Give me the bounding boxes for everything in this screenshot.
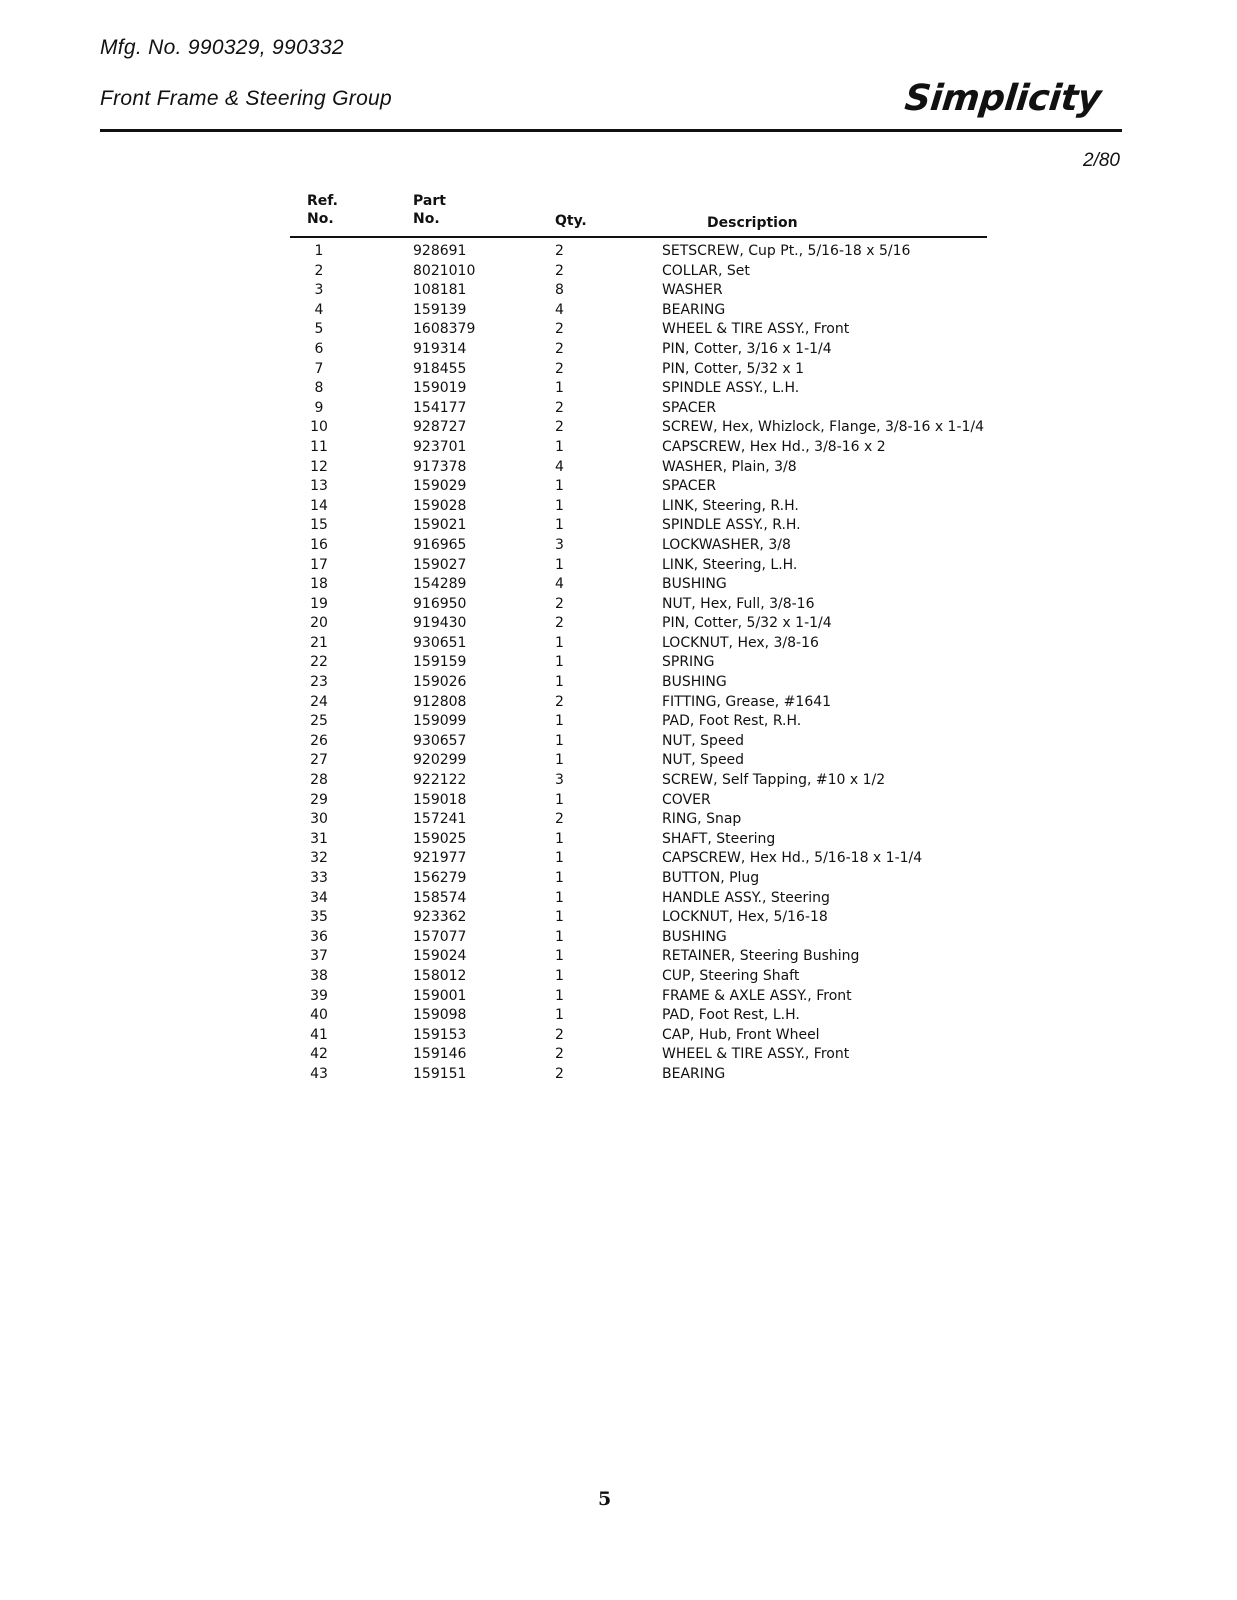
description-cell: COVER: [662, 791, 711, 808]
table-row: [290, 928, 1020, 948]
page-number: 5: [598, 1488, 612, 1510]
qty-cell: 1: [555, 380, 564, 397]
qty-cell: 1: [555, 850, 564, 867]
table-row: [290, 379, 1020, 399]
qty-cell: 1: [555, 713, 564, 730]
qty-cell: 1: [555, 967, 564, 984]
table-row: [290, 634, 1020, 654]
ref-cell: 40: [310, 1007, 328, 1024]
ref-cell: 6: [314, 340, 324, 357]
qty-cell: 1: [555, 948, 564, 965]
header-part-line1: Part: [413, 193, 446, 209]
description-cell: CAPSCREW, Hex Hd., 5/16-18 x 1-1/4: [662, 850, 923, 867]
table-row: [290, 301, 1020, 321]
description-cell: LINK, Steering, R.H.: [662, 497, 799, 514]
description-cell: RETAINER, Steering Bushing: [662, 948, 860, 965]
qty-cell: 2: [555, 615, 564, 632]
description-cell: LOCKNUT, Hex, 3/8-16: [662, 634, 819, 651]
part-number-cell: 157241: [413, 811, 467, 828]
qty-cell: 2: [555, 1065, 564, 1082]
qty-cell: 2: [555, 1046, 564, 1063]
qty-cell: 1: [555, 654, 564, 671]
ref-cell: 12: [310, 458, 328, 475]
table-row: [290, 536, 1020, 556]
table-row: [290, 849, 1020, 869]
part-number-cell: 8021010: [413, 262, 476, 279]
ref-cell: 22: [310, 654, 328, 671]
part-number-cell: 159018: [413, 791, 467, 808]
qty-cell: 1: [555, 928, 564, 945]
description-cell: FRAME & AXLE ASSY., Front: [662, 987, 852, 1004]
ref-cell: 33: [310, 870, 328, 886]
ref-cell: 16: [310, 536, 328, 553]
table-row: [290, 869, 1020, 889]
table-row: [290, 614, 1020, 634]
header-part: [413, 192, 446, 228]
table-row: [290, 399, 1020, 419]
table-header-rule: [290, 236, 987, 238]
qty-cell: 2: [555, 262, 564, 279]
ref-cell: 37: [310, 948, 328, 965]
qty-cell: 1: [555, 634, 564, 651]
table-row: [290, 516, 1020, 536]
ref-cell: 9: [314, 399, 324, 416]
description-cell: BUTTON, Plug: [662, 870, 760, 886]
header-ref-line2: No.: [307, 211, 334, 227]
table-row: [290, 575, 1020, 595]
table-row: [290, 830, 1020, 850]
group-title: Front Frame & Steering Group: [100, 87, 393, 110]
description-cell: SETSCREW, Cup Pt., 5/16-18 x 5/16: [662, 243, 911, 259]
part-number-cell: 159139: [413, 301, 467, 318]
table-row: [290, 1045, 1020, 1065]
qty-cell: 2: [555, 811, 564, 828]
table-body: [290, 242, 1020, 1085]
part-number-cell: 159099: [413, 713, 467, 730]
ref-cell: 20: [310, 615, 328, 632]
ref-cell: 3: [314, 282, 324, 299]
ref-cell: 26: [310, 732, 328, 749]
table-row: [290, 712, 1020, 732]
part-number-cell: 928691: [413, 243, 467, 259]
part-number-cell: 923701: [413, 438, 467, 455]
part-number-cell: 1608379: [413, 321, 476, 338]
part-number-cell: 922122: [413, 772, 467, 789]
ref-cell: 19: [310, 595, 328, 612]
table-row: [290, 497, 1020, 517]
qty-cell: 1: [555, 752, 564, 769]
header-part-line2: No.: [413, 211, 440, 227]
description-cell: LOCKWASHER, 3/8: [662, 536, 791, 553]
part-number-cell: 159024: [413, 948, 467, 965]
part-number-cell: 157077: [413, 928, 467, 945]
description-cell: NUT, Hex, Full, 3/8-16: [662, 595, 815, 612]
part-number-cell: 923362: [413, 909, 467, 926]
qty-cell: 3: [555, 536, 564, 553]
part-number-cell: 159151: [413, 1065, 467, 1082]
brand-logo: Simplicity: [902, 78, 1103, 119]
header-ref-line1: Ref.: [307, 193, 338, 209]
part-number-cell: 158574: [413, 889, 467, 906]
ref-cell: 32: [310, 850, 328, 867]
ref-cell: 36: [310, 928, 328, 945]
ref-cell: 30: [310, 811, 328, 828]
qty-cell: 3: [555, 772, 564, 789]
qty-cell: 1: [555, 478, 564, 495]
ref-cell: 34: [310, 889, 328, 906]
part-number-cell: 159025: [413, 830, 467, 847]
qty-cell: 1: [555, 556, 564, 573]
part-number-cell: 916965: [413, 536, 467, 553]
description-cell: SPACER: [662, 478, 717, 495]
ref-cell: 41: [310, 1026, 328, 1043]
description-cell: CAPSCREW, Hex Hd., 3/8-16 x 2: [662, 438, 886, 455]
table-row: [290, 771, 1020, 791]
ref-cell: 17: [310, 556, 328, 573]
description-cell: SHAFT, Steering: [662, 830, 776, 847]
table-row: [290, 791, 1020, 811]
ref-cell: 15: [310, 517, 328, 534]
description-cell: SPINDLE ASSY., L.H.: [662, 380, 800, 397]
header-rule: [100, 129, 1122, 132]
qty-cell: 1: [555, 889, 564, 906]
qty-cell: 2: [555, 419, 564, 436]
table-row: [290, 595, 1020, 615]
ref-cell: 28: [310, 772, 328, 789]
description-cell: CUP, Steering Shaft: [662, 967, 800, 984]
table-row: [290, 751, 1020, 771]
table-row: [290, 673, 1020, 693]
ref-cell: 23: [310, 674, 328, 691]
part-number-cell: 928727: [413, 419, 467, 436]
qty-cell: 1: [555, 1007, 564, 1024]
table-row: [290, 418, 1020, 438]
table-row: [290, 732, 1020, 752]
part-number-cell: 921977: [413, 850, 467, 867]
part-number-cell: 919430: [413, 615, 467, 632]
description-cell: CAP, Hub, Front Wheel: [662, 1026, 820, 1043]
table-row: [290, 889, 1020, 909]
ref-cell: 29: [310, 791, 328, 808]
ref-cell: 13: [310, 478, 328, 495]
ref-cell: 11: [310, 438, 328, 455]
ref-cell: 7: [314, 360, 324, 377]
table-row: [290, 262, 1020, 282]
qty-cell: 1: [555, 909, 564, 926]
description-cell: NUT, Speed: [662, 752, 745, 769]
ref-cell: 4: [314, 301, 324, 318]
qty-cell: 2: [555, 693, 564, 710]
qty-cell: 2: [555, 1026, 564, 1043]
ref-cell: 35: [310, 909, 328, 926]
header-description: Description: [707, 215, 798, 231]
qty-cell: 8: [555, 282, 564, 299]
part-number-cell: 154289: [413, 576, 467, 593]
table-row: [290, 987, 1020, 1007]
description-cell: PAD, Foot Rest, L.H.: [662, 1007, 800, 1024]
part-number-cell: 159026: [413, 674, 467, 691]
part-number-cell: 916950: [413, 595, 467, 612]
table-row: [290, 458, 1020, 478]
part-number-cell: 920299: [413, 752, 467, 769]
table-row: [290, 693, 1020, 713]
qty-cell: 2: [555, 360, 564, 377]
description-cell: PIN, Cotter, 3/16 x 1-1/4: [662, 340, 832, 357]
description-cell: BUSHING: [662, 928, 727, 945]
description-cell: SPRING: [662, 654, 715, 671]
qty-cell: 1: [555, 870, 564, 886]
qty-cell: 2: [555, 243, 564, 259]
part-number-cell: 156279: [413, 870, 467, 886]
part-number-cell: 108181: [413, 282, 467, 299]
part-number-cell: 930651: [413, 634, 467, 651]
part-number-cell: 159098: [413, 1007, 467, 1024]
description-cell: BEARING: [662, 301, 726, 318]
ref-cell: 8: [314, 380, 324, 397]
part-number-cell: 159027: [413, 556, 467, 573]
description-cell: SPACER: [662, 399, 717, 416]
description-cell: BUSHING: [662, 674, 727, 691]
qty-cell: 1: [555, 497, 564, 514]
qty-cell: 1: [555, 674, 564, 691]
ref-cell: 10: [310, 419, 328, 436]
parts-table: [290, 192, 1020, 1085]
header-ref: [307, 192, 338, 228]
revision-date: 2/80: [1083, 150, 1120, 171]
qty-cell: 1: [555, 438, 564, 455]
table-row: [290, 1006, 1020, 1026]
qty-cell: 1: [555, 517, 564, 534]
description-cell: LINK, Steering, L.H.: [662, 556, 798, 573]
part-number-cell: 159019: [413, 380, 467, 397]
ref-cell: 1: [314, 243, 324, 259]
description-cell: LOCKNUT, Hex, 5/16-18: [662, 909, 828, 926]
ref-cell: 5: [314, 321, 324, 338]
description-cell: BUSHING: [662, 576, 727, 593]
description-cell: BEARING: [662, 1065, 726, 1082]
qty-cell: 2: [555, 595, 564, 612]
table-row: [290, 653, 1020, 673]
ref-cell: 2: [314, 262, 324, 279]
part-number-cell: 918455: [413, 360, 467, 377]
mfg-number: Mfg. No. 990329, 990332: [100, 36, 344, 59]
ref-cell: 43: [310, 1065, 328, 1082]
qty-cell: 2: [555, 399, 564, 416]
description-cell: WHEEL & TIRE ASSY., Front: [662, 321, 850, 338]
description-cell: WHEEL & TIRE ASSY., Front: [662, 1046, 850, 1063]
part-number-cell: 917378: [413, 458, 467, 475]
table-row: [290, 1026, 1020, 1046]
part-number-cell: 154177: [413, 399, 467, 416]
table-row: [290, 340, 1020, 360]
description-cell: HANDLE ASSY., Steering: [662, 889, 830, 906]
qty-cell: 4: [555, 458, 564, 475]
qty-cell: 4: [555, 576, 564, 593]
part-number-cell: 159001: [413, 987, 467, 1004]
description-cell: PAD, Foot Rest, R.H.: [662, 713, 802, 730]
part-number-cell: 158012: [413, 967, 467, 984]
table-row: [290, 360, 1020, 380]
ref-cell: 31: [310, 830, 328, 847]
description-cell: PIN, Cotter, 5/32 x 1: [662, 360, 805, 377]
description-cell: SCREW, Self Tapping, #10 x 1/2: [662, 772, 886, 789]
description-cell: WASHER, Plain, 3/8: [662, 458, 797, 475]
qty-cell: 4: [555, 301, 564, 318]
qty-cell: 1: [555, 987, 564, 1004]
qty-cell: 2: [555, 340, 564, 357]
ref-cell: 25: [310, 713, 328, 730]
ref-cell: 24: [310, 693, 328, 710]
table-row: [290, 556, 1020, 576]
qty-cell: 1: [555, 732, 564, 749]
description-cell: FITTING, Grease, #1641: [662, 693, 832, 710]
table-header: [290, 192, 1020, 234]
table-row: [290, 438, 1020, 458]
ref-cell: 14: [310, 497, 328, 514]
table-row: [290, 477, 1020, 497]
table-row: [290, 810, 1020, 830]
table-row: [290, 908, 1020, 928]
part-number-cell: 159021: [413, 517, 467, 534]
table-row: [290, 281, 1020, 301]
description-cell: NUT, Speed: [662, 732, 745, 749]
ref-cell: 18: [310, 576, 328, 593]
description-cell: COLLAR, Set: [662, 262, 750, 279]
description-cell: SCREW, Hex, Whizlock, Flange, 3/8-16 x 1-1/4: [662, 419, 985, 436]
part-number-cell: 930657: [413, 732, 467, 749]
part-number-cell: 912808: [413, 693, 467, 710]
ref-cell: 27: [310, 752, 328, 769]
ref-cell: 21: [310, 634, 328, 651]
qty-cell: 1: [555, 791, 564, 808]
description-cell: SPINDLE ASSY., R.H.: [662, 517, 801, 534]
table-row: [290, 242, 1020, 262]
description-cell: WASHER: [662, 282, 723, 299]
table-row: [290, 1065, 1020, 1085]
table-row: [290, 947, 1020, 967]
table-row: [290, 967, 1020, 987]
description-cell: PIN, Cotter, 5/32 x 1-1/4: [662, 615, 832, 632]
part-number-cell: 159028: [413, 497, 467, 514]
qty-cell: 2: [555, 321, 564, 338]
header-qty: Qty.: [555, 213, 587, 229]
part-number-cell: 159153: [413, 1026, 467, 1043]
part-number-cell: 159029: [413, 478, 467, 495]
ref-cell: 38: [310, 967, 328, 984]
part-number-cell: 919314: [413, 340, 467, 357]
ref-cell: 39: [310, 987, 328, 1004]
qty-cell: 1: [555, 830, 564, 847]
ref-cell: 42: [310, 1046, 328, 1063]
part-number-cell: 159146: [413, 1046, 467, 1063]
part-number-cell: 159159: [413, 654, 467, 671]
table-row: [290, 320, 1020, 340]
description-cell: RING, Snap: [662, 811, 742, 828]
